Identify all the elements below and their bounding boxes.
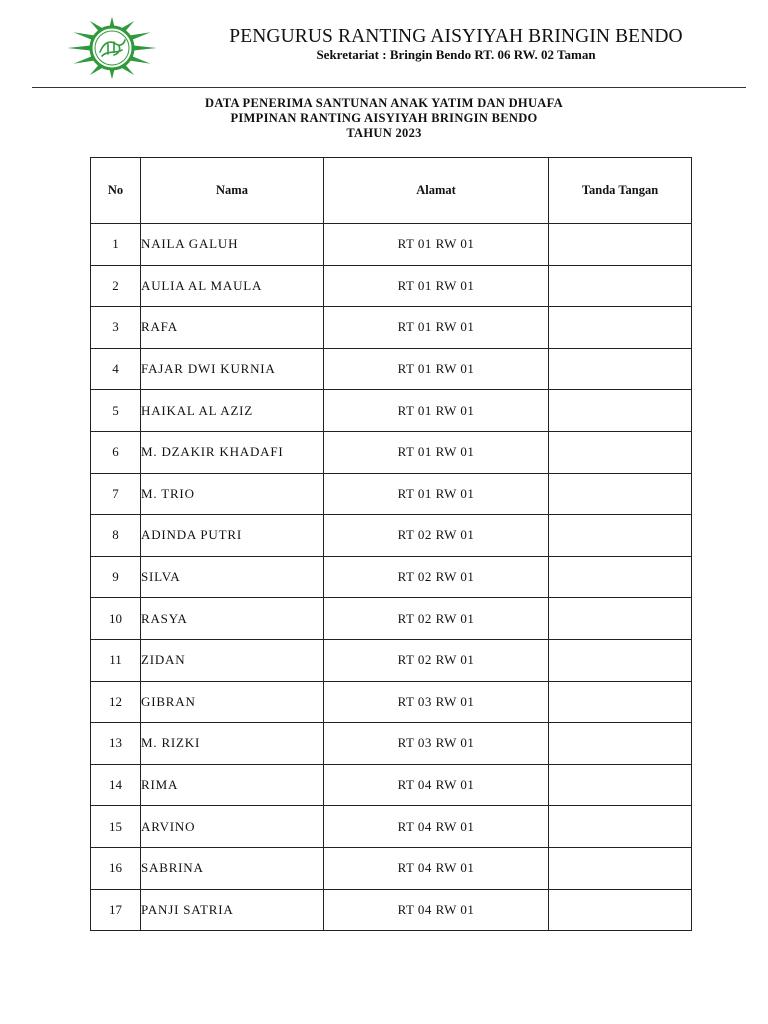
- row-number: 14: [91, 764, 141, 806]
- recipient-address: RT 02 RW 01: [324, 556, 549, 598]
- recipient-address: RT 01 RW 01: [324, 431, 549, 473]
- row-number: 4: [91, 348, 141, 390]
- recipient-address: RT 04 RW 01: [324, 889, 549, 931]
- recipient-address: RT 03 RW 01: [324, 681, 549, 723]
- table-row: [91, 265, 692, 307]
- header-nama: Nama: [141, 158, 324, 224]
- recipient-name: HAIKAL AL AZIZ: [141, 390, 324, 432]
- row-number: 16: [91, 847, 141, 889]
- signature-cell[interactable]: [549, 598, 692, 640]
- row-number: 8: [91, 515, 141, 557]
- table-row: [91, 889, 692, 931]
- logo-ray: [134, 46, 157, 51]
- recipient-address: RT 04 RW 01: [324, 806, 549, 848]
- row-number: 17: [91, 889, 141, 931]
- table-row: [91, 390, 692, 432]
- signature-cell[interactable]: [549, 515, 692, 557]
- recipients-table: [90, 157, 692, 931]
- recipient-name: GIBRAN: [141, 681, 324, 723]
- recipient-name: RIMA: [141, 764, 324, 806]
- document-title-line-2: PIMPINAN RANTING AISYIYAH BRINGIN BENDO: [230, 111, 538, 125]
- table-row: [91, 764, 692, 806]
- row-number: 1: [91, 224, 141, 266]
- signature-cell[interactable]: [549, 556, 692, 598]
- row-number: 5: [91, 390, 141, 432]
- header-no: No: [91, 158, 141, 224]
- recipient-name: FAJAR DWI KURNIA: [141, 348, 324, 390]
- recipient-name: M. RIZKI: [141, 723, 324, 765]
- table-row: [91, 681, 692, 723]
- table-row: [91, 431, 692, 473]
- recipient-address: RT 01 RW 01: [324, 473, 549, 515]
- table-row: [91, 348, 692, 390]
- row-number: 2: [91, 265, 141, 307]
- header-tanda-tangan: Tanda Tangan: [549, 158, 692, 224]
- recipient-name: ADINDA PUTRI: [141, 515, 324, 557]
- signature-cell[interactable]: [549, 764, 692, 806]
- header-divider: [32, 87, 746, 88]
- aisyiyah-logo: [64, 14, 160, 82]
- recipient-address: RT 02 RW 01: [324, 639, 549, 681]
- recipient-name: M. TRIO: [141, 473, 324, 515]
- signature-cell[interactable]: [549, 681, 692, 723]
- table-row: [91, 847, 692, 889]
- table-row: [91, 639, 692, 681]
- signature-cell[interactable]: [549, 889, 692, 931]
- recipient-address: RT 04 RW 01: [324, 847, 549, 889]
- signature-cell[interactable]: [549, 806, 692, 848]
- table-header-row: [91, 158, 692, 224]
- signature-cell[interactable]: [549, 307, 692, 349]
- signature-cell[interactable]: [549, 224, 692, 266]
- recipient-name: ZIDAN: [141, 639, 324, 681]
- table-row: [91, 515, 692, 557]
- header-alamat: Alamat: [324, 158, 549, 224]
- row-number: 10: [91, 598, 141, 640]
- row-number: 6: [91, 431, 141, 473]
- signature-cell[interactable]: [549, 265, 692, 307]
- table-row: [91, 473, 692, 515]
- row-number: 11: [91, 639, 141, 681]
- organization-title: PENGURUS RANTING AISYIYAH BRINGIN BENDO: [229, 26, 683, 47]
- recipient-name: NAILA GALUH: [141, 224, 324, 266]
- recipient-name: PANJI SATRIA: [141, 889, 324, 931]
- recipient-name: AULIA AL MAULA: [141, 265, 324, 307]
- table-row: [91, 723, 692, 765]
- table-row: [91, 598, 692, 640]
- signature-cell[interactable]: [549, 431, 692, 473]
- recipient-name: RAFA: [141, 307, 324, 349]
- recipient-address: RT 01 RW 01: [324, 348, 549, 390]
- recipient-address: RT 01 RW 01: [324, 390, 549, 432]
- row-number: 9: [91, 556, 141, 598]
- recipient-address: RT 02 RW 01: [324, 598, 549, 640]
- logo-ray: [73, 32, 94, 40]
- logo-inner-disc: [95, 31, 129, 65]
- logo-ray: [73, 56, 94, 64]
- recipient-name: M. DZAKIR KHADAFI: [141, 431, 324, 473]
- recipient-name: SILVA: [141, 556, 324, 598]
- document-title-line-1: DATA PENERIMA SANTUNAN ANAK YATIM DAN DHUAFA: [205, 96, 563, 110]
- recipient-address: RT 03 RW 01: [324, 723, 549, 765]
- recipient-address: RT 01 RW 01: [324, 265, 549, 307]
- secretariat-address: Sekretariat : Bringin Bendo RT. 06 RW. 02 Taman: [316, 47, 596, 62]
- logo-ray: [130, 56, 151, 64]
- document-title-line-3: TAHUN 2023: [346, 126, 422, 140]
- table-row: [91, 224, 692, 266]
- signature-cell[interactable]: [549, 639, 692, 681]
- table-row: [91, 556, 692, 598]
- recipient-name: SABRINA: [141, 847, 324, 889]
- signature-cell[interactable]: [549, 473, 692, 515]
- row-number: 12: [91, 681, 141, 723]
- table-row: [91, 806, 692, 848]
- signature-cell[interactable]: [549, 847, 692, 889]
- row-number: 15: [91, 806, 141, 848]
- row-number: 13: [91, 723, 141, 765]
- recipient-address: RT 01 RW 01: [324, 224, 549, 266]
- table-row: [91, 307, 692, 349]
- row-number: 3: [91, 307, 141, 349]
- recipient-address: RT 04 RW 01: [324, 764, 549, 806]
- logo-ray: [130, 32, 151, 40]
- recipient-name: ARVINO: [141, 806, 324, 848]
- recipient-address: RT 02 RW 01: [324, 515, 549, 557]
- signature-cell[interactable]: [549, 348, 692, 390]
- row-number: 7: [91, 473, 141, 515]
- signature-cell[interactable]: [549, 723, 692, 765]
- signature-cell[interactable]: [549, 390, 692, 432]
- recipient-address: RT 01 RW 01: [324, 307, 549, 349]
- logo-ray: [67, 46, 90, 51]
- recipient-name: RASYA: [141, 598, 324, 640]
